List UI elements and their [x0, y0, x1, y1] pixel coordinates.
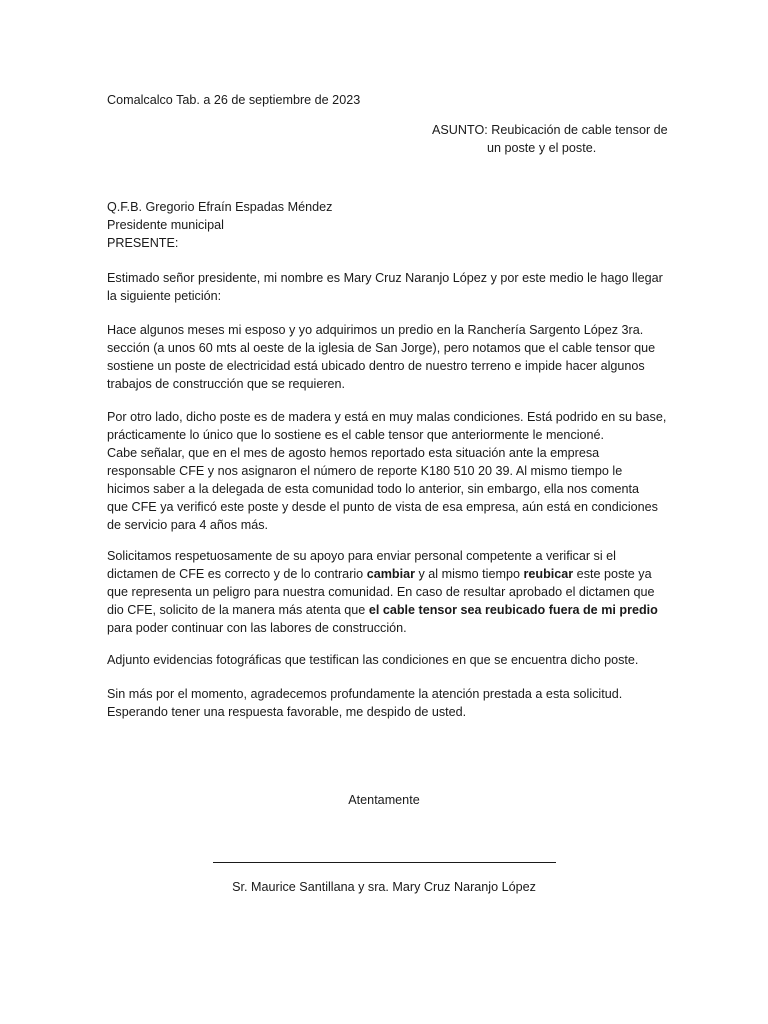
paragraph-line: Solicitamos respetuosamente de su apoyo para enviar personal competente a verificar si el [107, 549, 616, 563]
paragraph-pole-condition [107, 408, 667, 534]
text-segment: y al mismo tiempo [415, 567, 524, 581]
paragraph-line: hicimos saber a la delegada de esta comunidad todo lo anterior, sin embargo, ella nos comenta [107, 482, 640, 496]
subject-block [432, 121, 672, 157]
paragraph-line: prácticamente lo único que lo sostiene es el cable tensor que anteriormente le mencioné. [107, 428, 605, 442]
paragraph-line: para poder continuar con las labores de construcción. [107, 621, 407, 635]
paragraph-evidence [107, 651, 667, 669]
paragraph-line [107, 565, 667, 583]
emphasis-relocation-request: el cable tensor sea reubicado fuera de mi predio [368, 603, 658, 617]
text-segment: dictamen de CFE es correcto y de lo contrario [107, 567, 367, 581]
place-date [107, 91, 667, 109]
paragraph-line: trabajos de construcción que se requieren. [107, 377, 346, 391]
recipient-title: Presidente municipal [107, 218, 224, 232]
paragraph-greeting [107, 269, 667, 305]
recipient-presente: PRESENTE: [107, 236, 179, 250]
emphasis-cambiar: cambiar [366, 567, 415, 581]
signers-names: Sr. Maurice Santillana y sra. Mary Cruz Naranjo López [232, 880, 536, 894]
paragraph-line: que representa un peligro para nuestra comunidad. En caso de resultar aprobado el dictamen que [107, 585, 655, 599]
paragraph-line: Por otro lado, dicho poste es de madera y está en muy malas condiciones. Está podrido en su base, [107, 410, 667, 424]
paragraph-line: Hace algunos meses mi esposo y yo adquirimos un predio en la Ranchería Sargento López 3ra. [107, 323, 644, 337]
paragraph-request [107, 547, 667, 637]
paragraph-line [107, 601, 667, 619]
closing-salutation: Atentamente [348, 793, 420, 807]
emphasis-reubicar: reubicar [523, 567, 574, 581]
paragraph-line: Cabe señalar, que en el mes de agosto hemos reportado esta situación ante la empresa [107, 446, 600, 460]
paragraph-farewell [107, 685, 667, 721]
paragraph-line: la siguiente petición: [107, 289, 222, 303]
place-date-text: Comalcalco Tab. a 26 de septiembre de 2023 [107, 93, 361, 107]
paragraph-line: responsable CFE y nos asignaron el número de reporte K180 510 20 39. Al mismo tiempo le [107, 464, 623, 478]
signature-line [213, 862, 556, 863]
paragraph-property [107, 321, 667, 393]
paragraph-line: sección (a unos 60 mts al oeste de la iglesia de San Jorge), pero notamos que el cable tensor que [107, 341, 656, 355]
paragraph-line: Esperando tener una respuesta favorable, me despido de usted. [107, 705, 467, 719]
paragraph-line: Estimado señor presidente, mi nombre es Mary Cruz Naranjo López y por este medio le hago llegar [107, 271, 663, 285]
paragraph-line: sostiene un poste de electricidad está ubicado dentro de nuestro terreno e impide hacer algunos [107, 359, 645, 373]
text-segment: dio CFE, solicito de la manera más atenta que [107, 603, 369, 617]
subject-line-1: ASUNTO: Reubicación de cable tensor de [432, 123, 668, 137]
paragraph-line: Sin más por el momento, agradecemos profundamente la atención prestada a esta solicitud. [107, 687, 623, 701]
subject-line-2: un poste y el poste. [487, 141, 597, 155]
recipient-block [107, 198, 667, 252]
text-segment: este poste ya [573, 567, 652, 581]
paragraph-line: Adjunto evidencias fotográficas que testifican las condiciones en que se encuentra dicho poste. [107, 653, 639, 667]
paragraph-line: que CFE ya verificó este poste y desde el punto de vista de esa empresa, aún está en condiciones [107, 500, 658, 514]
paragraph-line: de servicio para 4 años más. [107, 518, 269, 532]
recipient-name: Q.F.B. Gregorio Efraín Espadas Méndez [107, 200, 333, 214]
